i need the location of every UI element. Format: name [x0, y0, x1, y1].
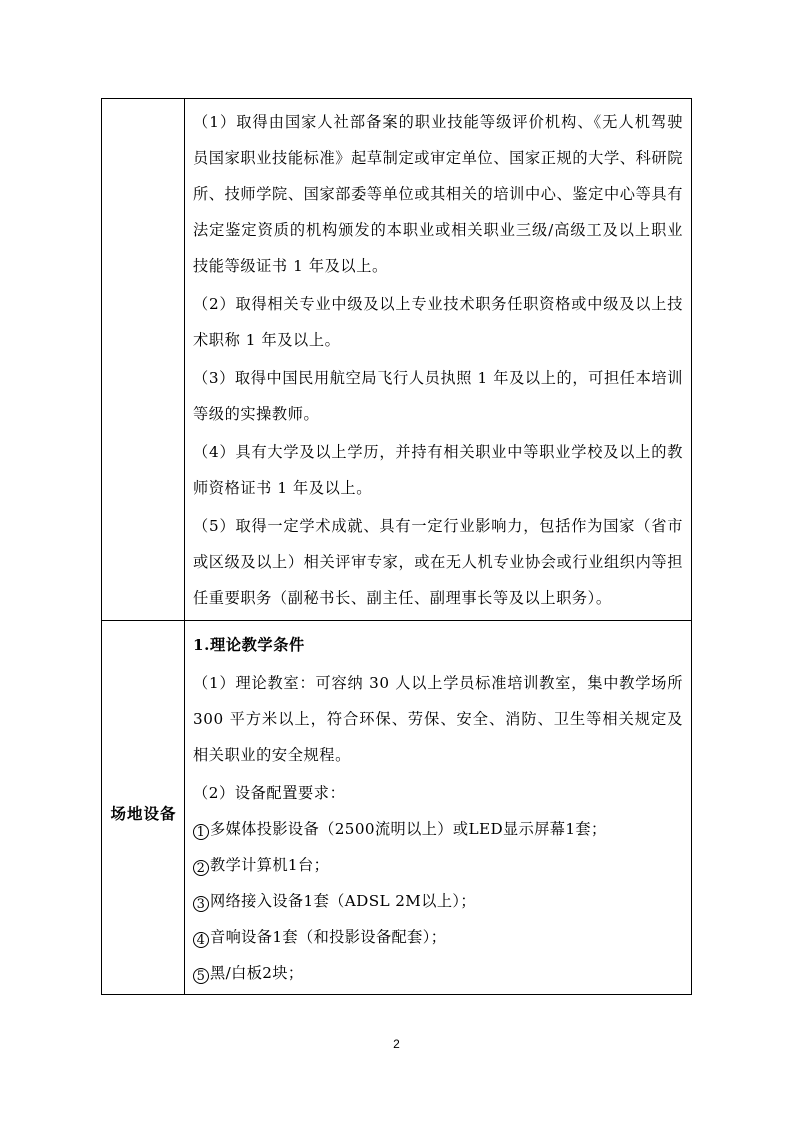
equipment-item-text: 教学计算机1台； — [210, 856, 330, 874]
classroom-paragraph: （1）理论教室：可容纳 30 人以上学员标准培训教室，集中教学场所 300 平方米以上，符合环保、劳保、安全、消防、卫生等相关规定及相关职业的安全规程。 — [193, 674, 683, 764]
requirement-paragraph-5: （5）取得一定学术成就、具有一定行业影响力，包括作为国家（省市或区级及以上）相关评审专家，或在无人机专业协会或行业组织内等担任重要职务（副秘书长、副主任、副理事长等及以上职务）。 — [193, 517, 683, 607]
circled-number: 4 — [193, 932, 209, 948]
equipment-list — [193, 811, 683, 991]
equipment-item-text: 网络接入设备1套（ADSL 2M以上）； — [210, 892, 476, 910]
equipment-item-text: 黑/白板2块； — [210, 964, 304, 982]
table-column-divider — [184, 98, 185, 995]
circled-number: 1 — [193, 824, 209, 840]
equipment-item — [193, 883, 683, 919]
requirement-paragraph-4: （4）具有大学及以上学历，并持有相关职业中等职业学校及以上的教师资格证书 1 年及以上。 — [193, 443, 683, 497]
equipment-item — [193, 847, 683, 883]
equipment-item-text: 多媒体投影设备（2500流明以上）或LED显示屏幕1套； — [210, 820, 607, 838]
table-row-divider — [101, 620, 692, 621]
requirement-paragraph-1: （1）取得由国家人社部备案的职业技能等级评价机构、《无人机驾驶员国家职业技能标准》起草制定或审定单位、国家正规的大学、科研院所、技师学院、国家部委等单位或其相关的培训中心、鉴定中心等具有法定鉴定资质的机构颁发的本职业或相关职业三级/高级工及以上职业技能等级证书 1 年及以上。 — [193, 113, 683, 275]
equipment-item-text: 音响设备1套（和投影设备配套）； — [210, 928, 447, 946]
teacher-requirements-cell — [193, 104, 683, 616]
venue-equipment-cell — [193, 627, 683, 991]
theory-teaching-heading: 1.理论教学条件 — [193, 636, 305, 654]
venue-equipment-label: 场地设备 — [110, 804, 177, 823]
equipment-title: （2）设备配置要求： — [193, 784, 346, 802]
circled-number: 2 — [193, 860, 209, 876]
equipment-item — [193, 955, 683, 991]
equipment-item — [193, 811, 683, 847]
equipment-item — [193, 919, 683, 955]
circled-number: 3 — [193, 896, 209, 912]
circled-number: 5 — [193, 968, 209, 984]
requirement-paragraph-3: （3）取得中国民用航空局飞行人员执照 1 年及以上的，可担任本培训等级的实操教师。 — [193, 369, 683, 423]
page-number: 2 — [393, 1037, 400, 1051]
requirement-paragraph-2: （2）取得相关专业中级及以上专业技术职务任职资格或中级及以上技术职称 1 年及以上。 — [193, 295, 683, 349]
